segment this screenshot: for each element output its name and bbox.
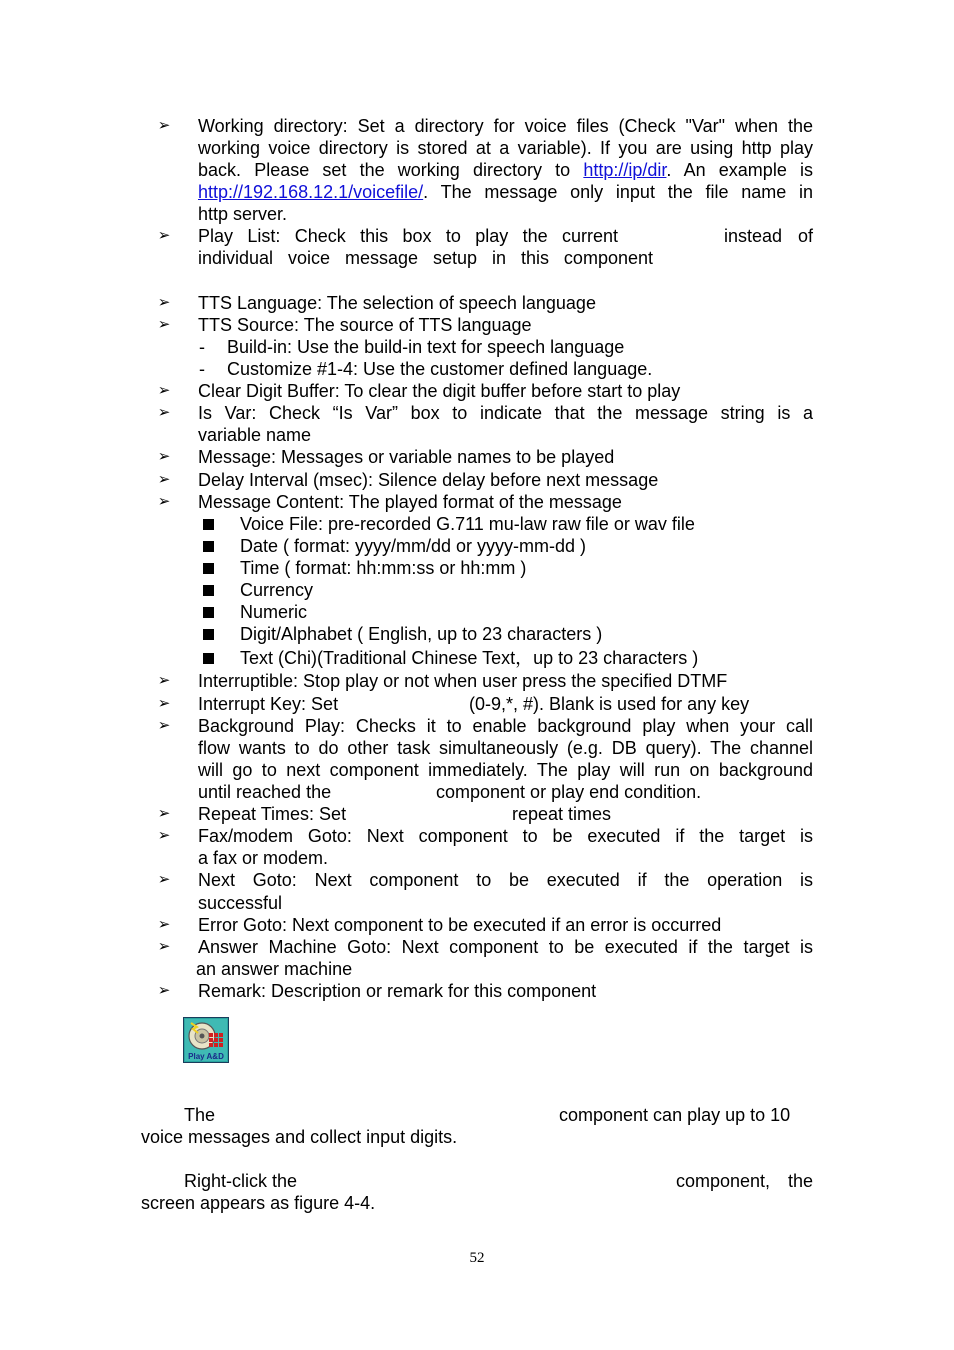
- interruptible: Interruptible: Stop play or not when user press the specified DTMF: [198, 671, 728, 691]
- bullet-marker: ➢: [157, 982, 171, 999]
- play-and-digits-icon: [183, 1017, 229, 1063]
- content-numeric: Numeric: [240, 602, 308, 622]
- play-list-line-1a: Play List: Check this box to play the current: [198, 226, 618, 246]
- interrupt-key-b: (0-9,*, #). Blank is used for any key: [469, 694, 750, 714]
- delay-interval: Delay Interval (msec): Silence delay before next message: [198, 470, 659, 490]
- tts-source: TTS Source: The source of TTS language: [198, 315, 532, 335]
- repeat-times-b: repeat times: [512, 804, 612, 824]
- working-dir-line-2: working voice directory is stored at a variable). If you are using http play: [198, 138, 813, 158]
- background-line-1: Background Play: Checks it to enable background play when your call: [198, 716, 813, 736]
- next-goto-line-1: Next Goto: Next component to be executed if the operation is: [198, 870, 813, 890]
- para2-line-2: screen appears as figure 4-4.: [141, 1193, 376, 1213]
- icon-label: Play A&D: [188, 1052, 224, 1061]
- para2-a: Right-click the: [184, 1171, 298, 1191]
- square-bullet-icon: [203, 607, 214, 618]
- remark: Remark: Description or remark for this component: [198, 981, 597, 1001]
- play-and-digits-icon-graphic: [183, 1017, 229, 1063]
- working-dir-link[interactable]: http://ip/dir: [583, 160, 667, 180]
- content-currency: Currency: [240, 580, 314, 600]
- working-dir-line-1: Working directory: Set a directory for voice files (Check "Var" when the: [198, 116, 813, 136]
- square-bullet-icon: [203, 629, 214, 640]
- play-list-line-1b: instead of: [724, 226, 813, 246]
- square-bullet-icon: [203, 585, 214, 596]
- play-list-line-2: individual voice message setup in this component: [198, 248, 653, 268]
- is-var-line-1: Is Var: Check “Is Var” box to indicate that the message string is a: [198, 403, 813, 423]
- bullet-marker: ➢: [157, 672, 171, 689]
- content-text-chi: Text (Chi)(Traditional Chinese Text，up to 23 characters ): [240, 648, 699, 668]
- tts-language: TTS Language: The selection of speech language: [198, 293, 596, 313]
- fax-goto-line-2: a fax or modem.: [198, 848, 329, 868]
- fax-goto-line-1: Fax/modem Goto: Next component to be executed if the target is: [198, 826, 813, 846]
- answer-machine-line-1: Answer Machine Goto: Next component to be executed if the target is: [198, 937, 813, 957]
- clear-digit-buffer: Clear Digit Buffer: To clear the digit buffer before start to play: [198, 381, 681, 401]
- bullet-marker: ➢: [157, 717, 171, 734]
- bullet-marker: ➢: [157, 938, 171, 955]
- para1-b: component can play up to 10: [559, 1105, 791, 1125]
- bullet-marker: ➢: [157, 805, 171, 822]
- bullet-marker: ➢: [157, 695, 171, 712]
- background-line-3: will go to next component immediately. The play will run on background: [198, 760, 813, 780]
- bullet-marker: ➢: [157, 227, 171, 244]
- para1-line-2: voice messages and collect input digits.: [141, 1127, 458, 1147]
- bullet-marker: ➢: [157, 117, 171, 134]
- content-digit-alphabet: Digit/Alphabet ( English, up to 23 characters ): [240, 624, 603, 644]
- repeat-times-a: Repeat Times: Set: [198, 804, 347, 824]
- message-content: Message Content: The played format of the message: [198, 492, 622, 512]
- bullet-marker: ➢: [157, 493, 171, 510]
- error-goto: Error Goto: Next component to be executed if an error is occurred: [198, 915, 722, 935]
- is-var-line-2: variable name: [198, 425, 312, 445]
- background-line-2: flow wants to do other task simultaneously (e.g. DB query). The channel: [198, 738, 813, 758]
- square-bullet-icon: [203, 519, 214, 530]
- interrupt-key-a: Interrupt Key: Set: [198, 694, 339, 714]
- content-time: Time ( format: hh:mm:ss or hh:mm ): [240, 558, 527, 578]
- page-number: 52: [469, 1250, 485, 1266]
- bullet-marker: ➢: [157, 316, 171, 333]
- para1-a: The: [184, 1105, 216, 1125]
- square-bullet-icon: [203, 563, 214, 574]
- bullet-marker: ➢: [157, 404, 171, 421]
- example-url-link[interactable]: http://192.168.12.1/voicefile/: [198, 182, 424, 202]
- tts-source-build-in: Build-in: Use the build-in text for speech language: [227, 337, 625, 357]
- message: Message: Messages or variable names to be played: [198, 447, 615, 467]
- working-dir-line-4: [198, 181, 813, 203]
- para2-b: component, the: [676, 1171, 813, 1191]
- bullet-marker: ➢: [157, 448, 171, 465]
- tts-source-customize: Customize #1-4: Use the customer defined language.: [227, 359, 653, 379]
- content-date: Date ( format: yyyy/mm/dd or yyyy-mm-dd ): [240, 536, 587, 556]
- bullet-marker: ➢: [157, 916, 171, 933]
- square-bullet-icon: [203, 541, 214, 552]
- next-goto-line-2: successful: [198, 893, 283, 913]
- content-voice-file: Voice File: pre-recorded G.711 mu-law raw file or wav file: [240, 514, 695, 534]
- working-dir-text: . An example is: [666, 160, 813, 180]
- background-line-4a: until reached the: [198, 782, 332, 802]
- bullet-marker: ➢: [157, 871, 171, 888]
- dash-marker: -: [199, 359, 205, 379]
- working-dir-line-5: http server.: [198, 204, 288, 224]
- square-bullet-icon: [203, 653, 214, 664]
- bullet-marker: ➢: [157, 294, 171, 311]
- working-dir-text: back. Please set the working directory to: [198, 160, 584, 180]
- answer-machine-line-2: an answer machine: [196, 959, 353, 979]
- working-dir-line-3: [198, 159, 813, 181]
- working-dir-text: . The message only input the file name in: [423, 182, 813, 202]
- dash-marker: -: [199, 337, 205, 357]
- background-line-4b: component or play end condition.: [436, 782, 702, 802]
- bullet-marker: ➢: [157, 382, 171, 399]
- bullet-marker: ➢: [157, 827, 171, 844]
- bullet-marker: ➢: [157, 471, 171, 488]
